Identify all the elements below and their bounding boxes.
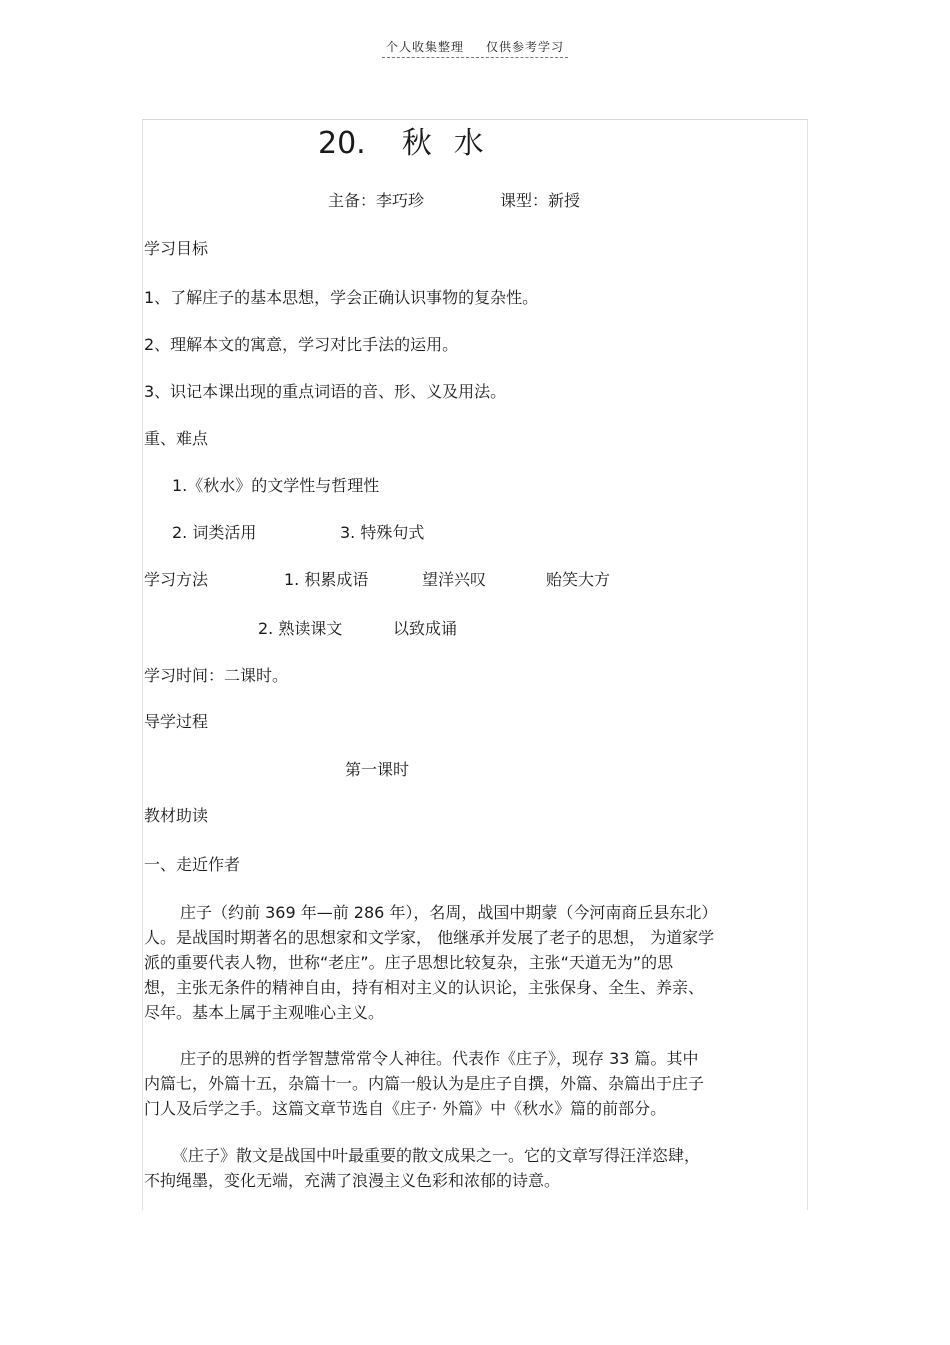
- paragraph-author-3: [144, 1143, 804, 1193]
- method-1: 1. 积累成语: [284, 570, 369, 589]
- keypoint-3: 3. 特殊句式: [340, 523, 425, 542]
- paragraph-line: 《庄子》散文是战国中叶最重要的散文成果之一。它的文章写得汪洋恣肆，: [172, 1146, 701, 1165]
- header-left-text: 个人收集整理: [385, 40, 464, 54]
- method-1-idiom-b: 贻笑大方: [546, 570, 611, 589]
- paragraph-line: 庄子（约前 369 年—前 286 年），名周，战国中期蒙（今河南商丘县东北）: [180, 903, 718, 922]
- page-header: [0, 38, 950, 58]
- methods-heading: 学习方法: [144, 570, 209, 589]
- paragraph-line: 不拘绳墨，变化无端，充满了浪漫主义色彩和浓郁的诗意。: [144, 1171, 561, 1190]
- lesson-1-heading: 第一课时: [345, 760, 410, 779]
- paragraph-line: 尽年。基本上属于主观唯心主义。: [144, 1003, 385, 1022]
- section-1-heading: 一、走近作者: [144, 855, 241, 874]
- method-2: 2. 熟读课文: [258, 619, 343, 638]
- goal-item-1: 1、了解庄子的基本思想，学会正确认识事物的复杂性。: [144, 288, 539, 307]
- keypoint-1: 1.《秋水》的文学性与哲理性: [172, 476, 380, 495]
- paragraph-line: 庄子的思辨的哲学智慧常常令人神往。代表作《庄子》，现存 33 篇。其中: [180, 1049, 699, 1068]
- paragraph-line: 门人及后学之手。这篇文章节选自《庄子· 外篇》中《秋水》篇的前部分。: [144, 1099, 667, 1118]
- study-time: 学习时间：二课时。: [144, 666, 289, 685]
- goal-item-2: 2、理解本文的寓意，学习对比手法的运用。: [144, 335, 459, 354]
- paragraph-line: 人。是战国时期著名的思想家和文学家， 他继承并发展了老子的思想， 为道家学: [144, 928, 715, 947]
- page-title: [318, 124, 484, 164]
- title-number: 20.: [318, 126, 366, 161]
- goal-item-3: 3、识记本课出现的重点词语的音、形、义及用法。: [144, 382, 507, 401]
- keypoint-2: 2. 词类活用: [172, 523, 257, 542]
- method-2-detail: 以致成诵: [393, 619, 458, 638]
- paragraph-line: 内篇七，外篇十五，杂篇十一。内篇一般认为是庄子自撰，外篇、杂篇出于庄子: [144, 1074, 705, 1093]
- textbook-heading: 教材助读: [144, 806, 209, 825]
- process-heading: 导学过程: [144, 712, 209, 731]
- header-right-text: 仅供参考学习: [486, 40, 565, 54]
- title-char-1: 秋: [401, 126, 432, 161]
- lesson-type: 课型：新授: [500, 191, 581, 210]
- method-1-idiom-a: 望洋兴叹: [422, 570, 487, 589]
- paragraph-author-2: [144, 1046, 804, 1121]
- paragraph-line: 想，主张无条件的精神自由，持有相对主义的认识论，主张保身、全生、养亲、: [144, 978, 705, 997]
- preparer: 主备：李巧珍: [328, 191, 425, 210]
- goals-heading: 学习目标: [144, 239, 209, 258]
- paragraph-author-1: [144, 900, 804, 1025]
- paragraph-line: 派的重要代表人物，世称“老庄”。庄子思想比较复杂，主张“天道无为”的思: [144, 953, 674, 972]
- title-char-2: 水: [453, 126, 484, 161]
- keypoints-heading: 重、难点: [144, 429, 209, 448]
